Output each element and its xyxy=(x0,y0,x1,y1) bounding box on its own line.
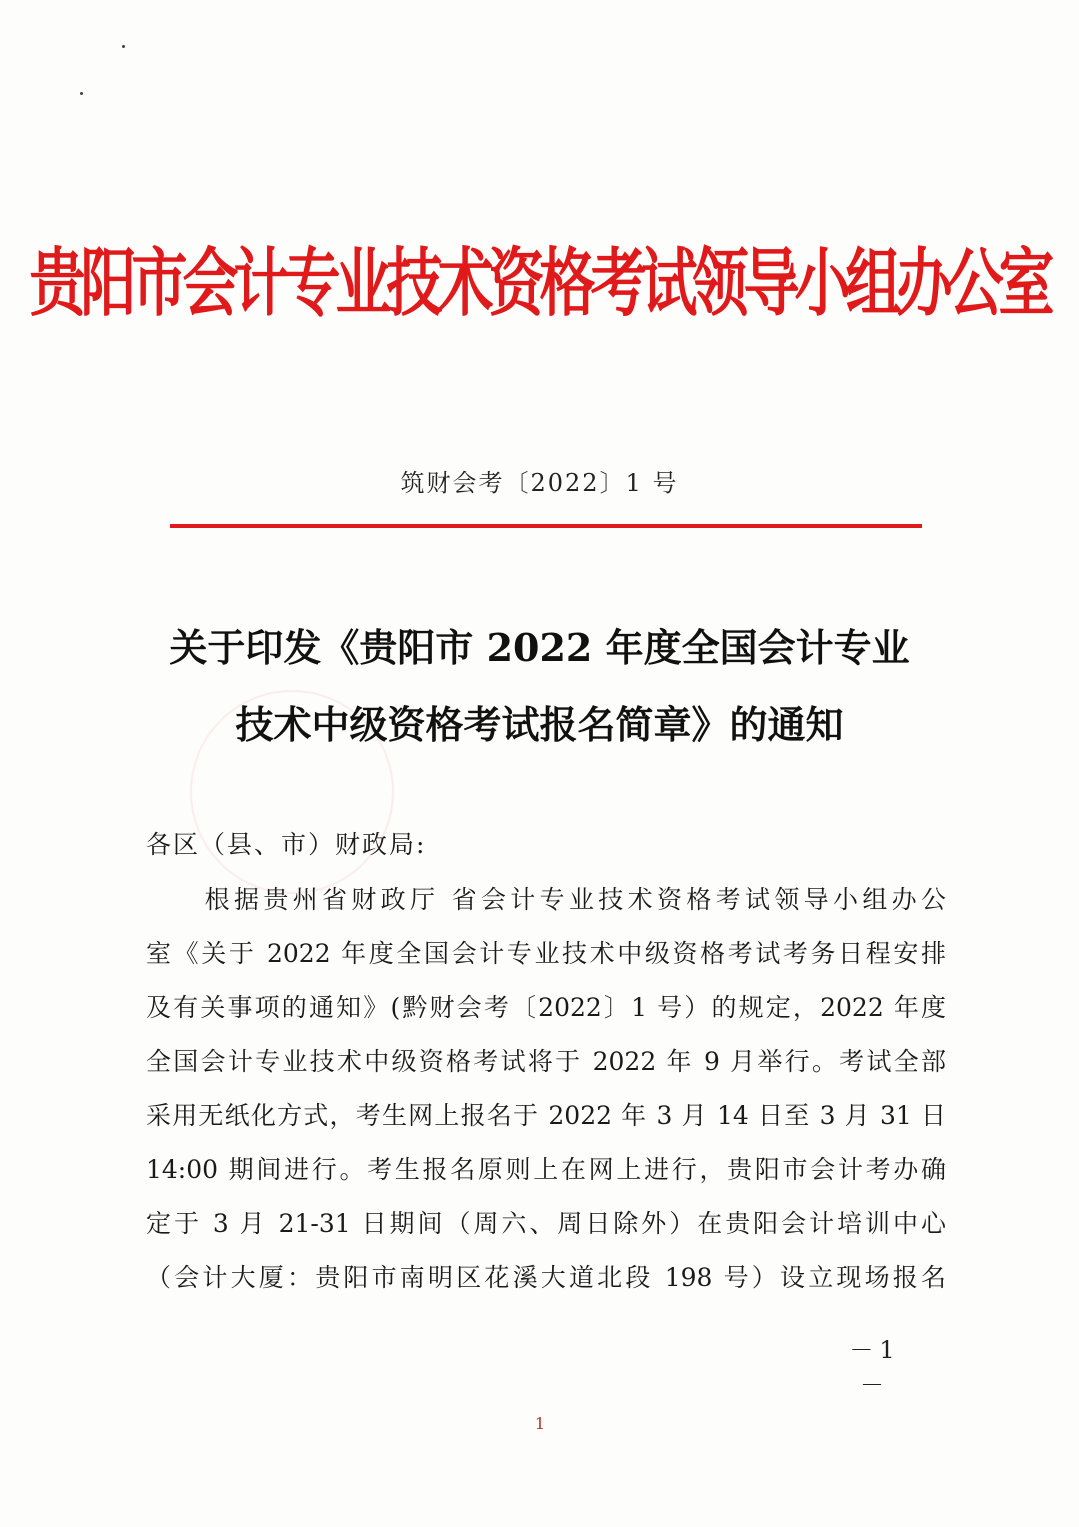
red-divider-line xyxy=(170,524,922,528)
body-line: 根据贵州省财政厅 省会计专业技术资格考试领导小组办公 xyxy=(146,885,946,914)
scan-speck xyxy=(122,45,125,48)
page-marker: －1－ xyxy=(849,1336,901,1399)
body-line: （会计大厦：贵阳市南明区花溪大道北段 198 号）设立现场报名 xyxy=(146,1263,946,1292)
notice-title-line-1: 关于印发《贵阳市 2022 年度全国会计专业 xyxy=(169,625,910,670)
scan-speck xyxy=(80,92,83,95)
body-line: 14:00 期间进行。考生报名原则上在网上进行，贵阳市会计考办确 xyxy=(146,1155,946,1184)
body-line: 采用无纸化方式，考生网上报名于 2022 年 3 月 14 日至 3 月 31 日 xyxy=(146,1101,946,1130)
body-line: 全国会计专业技术中级资格考试将于 2022 年 9 月举行。考试全部 xyxy=(146,1047,946,1076)
addressee: 各区（县、市）财政局: xyxy=(146,830,427,859)
footer-page-number: 1 xyxy=(534,1414,546,1433)
body-line: 定于 3 月 21-31 日期间（周六、周日除外）在贵阳会计培训中心 xyxy=(146,1209,946,1238)
issuer-title: 贵阳市会计专业技术资格考试领导小组办公室 xyxy=(29,241,1050,328)
notice-title-line-2: 技术中级资格考试报名简章》的通知 xyxy=(235,702,844,747)
body-line: 及有关事项的通知》(黔财会考〔2022〕1 号）的规定，2022 年度 xyxy=(146,993,946,1022)
document-number: 筑财会考〔2022〕1 号 xyxy=(400,469,679,497)
body-line: 室《关于 2022 年度全国会计专业技术中级资格考试考务日程安排 xyxy=(146,939,946,968)
